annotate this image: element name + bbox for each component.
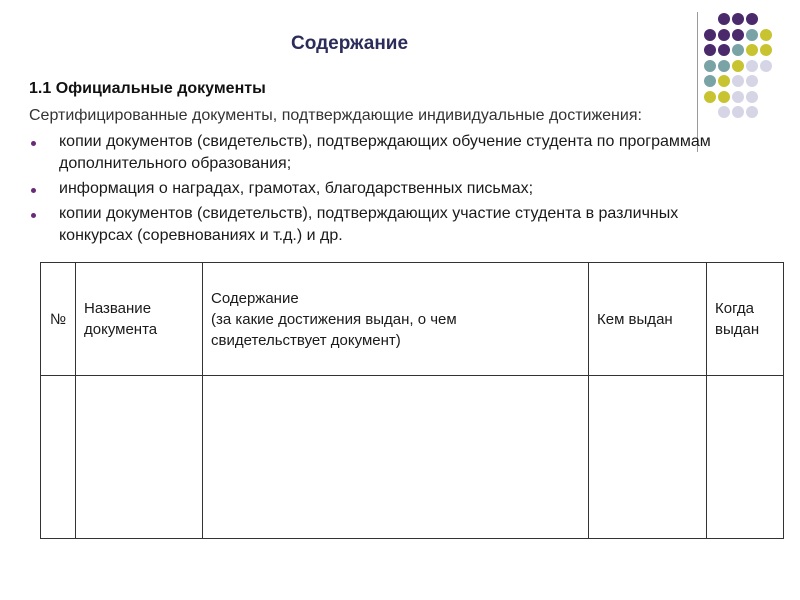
decor-dot: [718, 91, 730, 103]
bullet-item: [29, 178, 729, 200]
table-cell[interactable]: [707, 376, 784, 539]
bullet-dot-icon: [31, 141, 36, 146]
bullet-text: копии документов (свидетельств), подтверждающих участие студента в различных конкурсах (соревнованиях и т.д.) и др.: [59, 205, 679, 244]
col-header-issuer: Кем выдан: [589, 263, 707, 376]
col-header-name-line: документа: [84, 321, 158, 338]
decor-dot: [732, 60, 744, 72]
decor-dot: [760, 44, 772, 56]
col-header-content-line: (за какие достижения выдан, о чем: [211, 310, 457, 328]
bullet-text: копии документов (свидетельств), подтверждающих обучение студента по программам дополнительного образования;: [59, 133, 711, 172]
table-cell[interactable]: [589, 376, 707, 539]
col-header-content: [203, 263, 589, 376]
decor-dot: [732, 91, 744, 103]
decor-dot: [704, 75, 716, 87]
decor-dot: [718, 13, 730, 25]
bullet-dot-icon: [31, 188, 36, 193]
decor-dot: [746, 106, 758, 118]
decor-dot: [718, 60, 730, 72]
decor-dot: [718, 106, 730, 118]
table-header-row: [41, 263, 784, 376]
col-header-content-line: свидетельствует документ): [211, 331, 401, 349]
decor-dot: [718, 75, 730, 87]
col-header-content-line: Содержание: [211, 289, 299, 307]
col-header-name-line: Название: [84, 300, 152, 317]
bullet-dot-icon: [31, 213, 36, 218]
decor-dot: [732, 106, 744, 118]
bullet-item: [29, 203, 729, 247]
decor-dot: [746, 91, 758, 103]
decor-dot: [704, 44, 716, 56]
bullet-text: информация о наградах, грамотах, благодарственных письмах;: [59, 180, 534, 197]
decor-dot: [704, 91, 716, 103]
decor-dot: [704, 29, 716, 41]
decor-dot: [732, 13, 744, 25]
decor-dot: [746, 75, 758, 87]
col-header-name: [76, 263, 203, 376]
col-header-number: №: [41, 263, 76, 376]
decor-dot: [732, 29, 744, 41]
decor-dot: [760, 29, 772, 41]
intro-text: Сертифицированные документы, подтверждающие индивидуальные достижения:: [29, 107, 642, 124]
decor-dot: [746, 29, 758, 41]
bullet-item: [29, 131, 729, 175]
table-row: [41, 376, 784, 539]
table-cell[interactable]: [203, 376, 589, 539]
col-header-when-line: выдан: [715, 321, 760, 338]
decor-dot: [718, 29, 730, 41]
decor-dot: [732, 44, 744, 56]
bullet-list: [29, 131, 729, 250]
decor-dot: [718, 44, 730, 56]
table-cell[interactable]: [41, 376, 76, 539]
col-header-when: [707, 263, 784, 376]
decor-dot: [704, 60, 716, 72]
page-title: Содержание: [291, 33, 409, 54]
section-heading: 1.1 Официальные документы: [29, 80, 266, 97]
decor-dot: [732, 75, 744, 87]
documents-table: [40, 262, 784, 539]
table-cell[interactable]: [76, 376, 203, 539]
decor-dot: [746, 44, 758, 56]
decor-dot: [760, 60, 772, 72]
col-header-when-line: Когда: [715, 300, 754, 317]
decor-dot: [746, 60, 758, 72]
decor-dot: [746, 13, 758, 25]
